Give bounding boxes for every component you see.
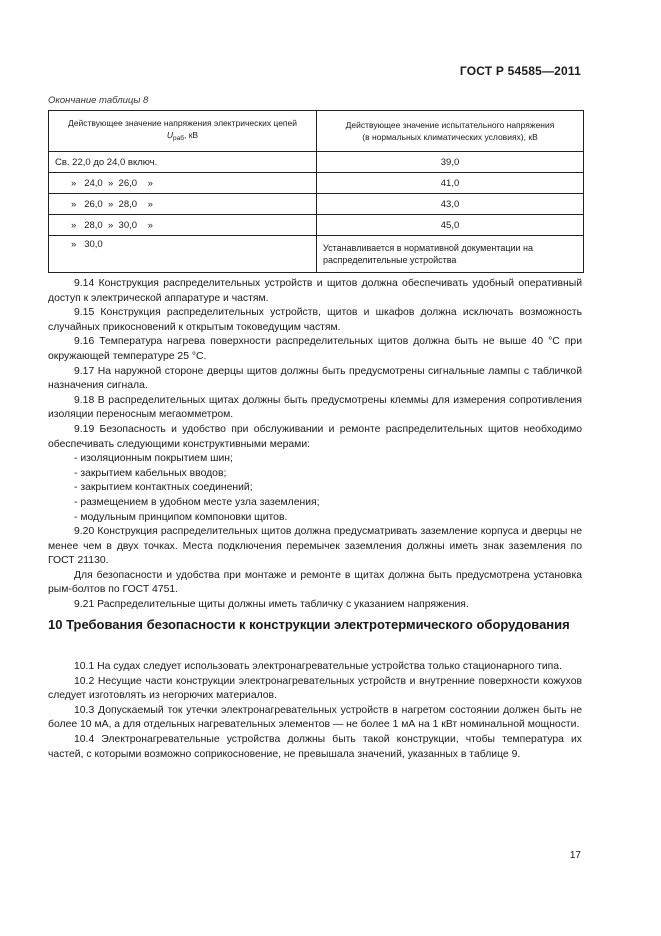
table-cell-range: » 28,0 » 30,0 » — [49, 215, 317, 236]
list-item: - закрытием кабельных вводов; — [74, 467, 227, 479]
table-row — [49, 194, 584, 215]
table-cell-range: » 30,0 — [49, 236, 317, 273]
table-row — [49, 173, 584, 194]
col1-header-unit: , кВ — [183, 130, 199, 140]
paragraph: 10.2 Несущие части конструкции электронагревательных устройств и внутренние поверхности кожухов следует изготовлять из негорючих материалов. — [48, 675, 582, 702]
table-row — [49, 215, 584, 236]
paragraph: 9.18 В распределительных щитах должны быть предусмотрены клеммы для измерения сопротивления изоляции переносным мегаомметром. — [48, 394, 582, 421]
col2-header-line2: (в нормальных климатических условиях), кВ — [362, 132, 538, 142]
paragraph: 9.20 Конструкция распределительных щитов должна предусматривать заземление корпуса и дверцы не менее чем в двух точках. Места подключения перемычек заземления должны иметь знак заземления по ГОСТ 21130. — [48, 526, 582, 567]
paragraph: 9.15 Конструкция распределительных устройств, щитов и шкафов должна исключать возможность случайных прикосновений к открытым токоведущим частям. — [48, 307, 582, 333]
table-cell-range: » 24,0 » 26,0 » — [49, 173, 317, 194]
paragraph: 10.1 На судах следует использовать электронагревательные устройства только стационарного типа. — [74, 661, 562, 672]
table-cell-value: 39,0 — [317, 152, 584, 173]
table-cell-value: Устанавливается в нормативной документации на распределительные устройства — [317, 236, 584, 273]
list-item: - закрытием контактных соединений; — [74, 482, 253, 494]
paragraph: 9.17 На наружной стороне дверцы щитов должны быть предусмотрены сигнальные лампы с табличкой назначения сигнала. — [48, 365, 582, 392]
table-cell-range: Св. 22,0 до 24,0 включ. — [49, 152, 317, 173]
table-row — [49, 152, 584, 173]
paragraph: Для безопасности и удобства при монтаже и ремонте в щитах должна быть предусмотрена установка рым-болтов по ГОСТ 4751. — [48, 569, 582, 596]
paragraph: 9.14 Конструкция распределительных устройств и щитов должна обеспечивать удобный оперативный доступ к электрической аппаратуре и частям. — [48, 278, 582, 304]
col2-header-line1: Действующее значение испытательного напряжения — [345, 120, 555, 130]
table-cell-value: 41,0 — [317, 173, 584, 194]
col1-header-sub: раб — [173, 135, 184, 142]
paragraph: 10.4 Электронагревательные устройства должны быть такой конструкции, чтобы температура их частей, с которыми возможно соприкосновение, не превышала значений, указанных в таблице 9. — [48, 733, 582, 760]
table-header-row — [49, 111, 584, 152]
col1-header-symbol: U — [166, 130, 174, 140]
table-row — [49, 236, 584, 273]
voltage-table — [48, 110, 584, 273]
paragraph: 10.3 Допускаемый ток утечки электронагревательных устройств в нагретом состоянии должен быть не более 10 мА, а для отдельных нагревательных элементов — не более 1 мА на 1 кВт номинальной мощности. — [48, 704, 582, 731]
page-number: 17 — [569, 850, 581, 861]
list-item: - размещением в удобном месте узла заземления; — [74, 496, 320, 508]
table-header-cell — [49, 111, 317, 152]
document-code: ГОСТ Р 54585—2011 — [459, 64, 581, 78]
list-item: - изоляционным покрытием шин; — [74, 453, 233, 465]
table-cell-value: 45,0 — [317, 215, 584, 236]
table-cell-value: 43,0 — [317, 194, 584, 215]
section-9-text — [48, 277, 582, 613]
section-10-text — [48, 660, 582, 762]
paragraph: 9.19 Безопасность и удобство при обслуживании и ремонте распределительных щитов необходимо обеспечивать следующими конструктивными мерами: — [48, 423, 582, 450]
table-header-cell — [317, 111, 584, 152]
table-caption: Окончание таблицы 8 — [48, 95, 149, 106]
list-item: - модульным принципом компоновки щитов. — [74, 511, 288, 523]
section-heading: 10 Требования безопасности к конструкции электротермического оборудования — [48, 617, 570, 632]
col1-header-line1: Действующее значение напряжения электрических цепей — [67, 118, 298, 128]
paragraph: 9.16 Температура нагрева поверхности распределительных щитов должна быть не выше 40 °С при окружающей температуре 25 °С. — [48, 336, 582, 362]
table-cell-range: » 26,0 » 28,0 » — [49, 194, 317, 215]
paragraph: 9.21 Распределительные щиты должны иметь табличку с указанием напряжения. — [74, 599, 469, 611]
